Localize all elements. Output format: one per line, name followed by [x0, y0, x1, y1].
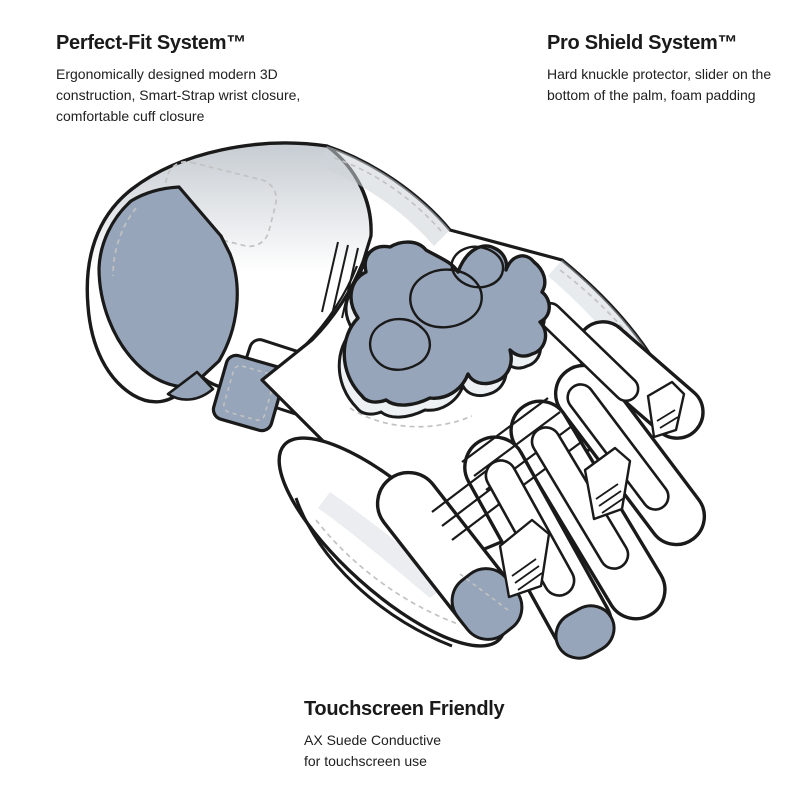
callout-perfect-fit	[56, 31, 338, 127]
callout-pro-shield	[547, 31, 799, 106]
callout-perfect-fit-title: Perfect-Fit System™	[56, 32, 246, 54]
callout-pro-shield-title: Pro Shield System™	[547, 32, 738, 54]
callout-touchscreen-description: AX Suede Conductive for touchscreen use	[304, 732, 441, 769]
callout-pro-shield-description: Hard knuckle protector, slider on the bottom of the palm, foam padding	[547, 66, 772, 103]
callout-touchscreen-title: Touchscreen Friendly	[304, 698, 505, 720]
callout-touchscreen	[304, 697, 504, 772]
callout-perfect-fit-description: Ergonomically designed modern 3D construction, Smart-Strap wrist closure, comfortable cuff closure	[56, 66, 301, 124]
